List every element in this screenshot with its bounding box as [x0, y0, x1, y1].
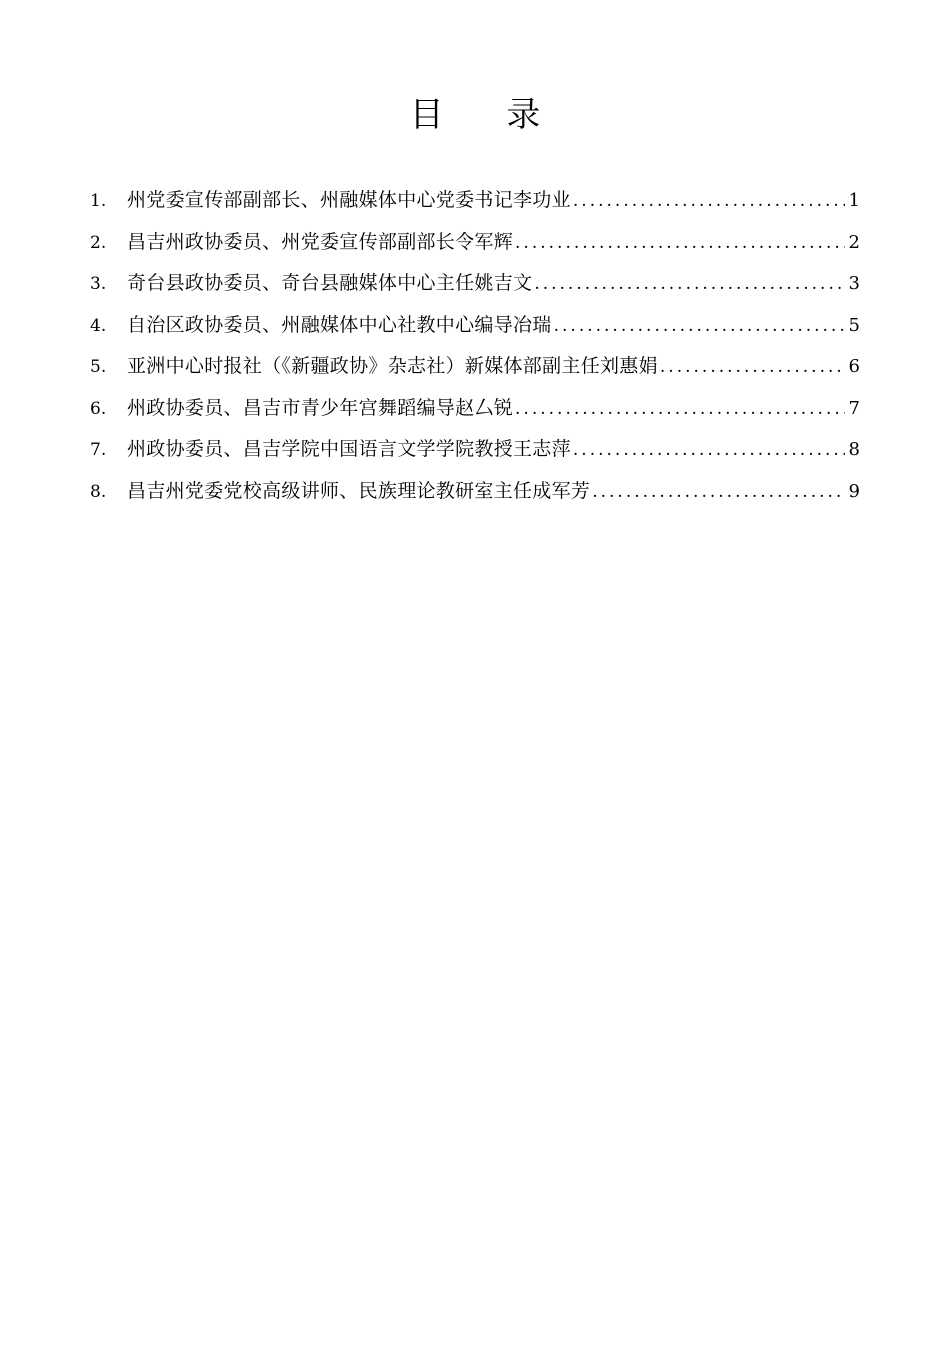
toc-entry-1[interactable] — [90, 180, 860, 222]
toc-entry-number: 1. — [90, 191, 107, 211]
table-of-contents — [90, 180, 860, 512]
dot-leader — [534, 264, 844, 306]
toc-entry-number: 8. — [90, 481, 107, 502]
toc-entry-title: 自治区政协委员、州融媒体中心社教中心编导冶瑞 — [127, 313, 552, 336]
toc-entry-8[interactable] — [90, 471, 860, 513]
toc-entry-title: 州政协委员、昌吉市青少年宫舞蹈编导赵厶锐 — [127, 396, 514, 419]
toc-entry-number: 4. — [90, 315, 107, 336]
toc-entry-5[interactable] — [90, 346, 860, 388]
toc-entry-page: 8 — [848, 439, 860, 460]
dot-leader — [515, 223, 845, 265]
toc-entry-page: 6 — [848, 356, 860, 377]
toc-entry-title: 州政协委员、昌吉学院中国语言文学学院教授王志萍 — [127, 438, 571, 460]
dot-leader — [554, 306, 845, 348]
toc-entry-6[interactable] — [90, 388, 860, 430]
dot-leader — [660, 347, 845, 389]
toc-entry-7[interactable] — [90, 429, 860, 471]
toc-entry-3[interactable] — [90, 263, 860, 305]
toc-entry-number: 7. — [90, 440, 107, 460]
toc-entry-4[interactable] — [90, 305, 860, 347]
toc-entry-title: 州党委宣传部副部长、州融媒体中心党委书记李功业 — [127, 189, 571, 211]
toc-entry-number: 3. — [90, 274, 107, 294]
toc-entry-title: 亚洲中心时报社（《新疆政协》杂志社）新媒体部副主任刘惠娟 — [127, 355, 658, 377]
toc-entry-title: 昌吉州政协委员、州党委宣传部副部长令军辉 — [127, 230, 514, 253]
toc-entry-page: 2 — [848, 231, 860, 253]
toc-entry-page: 3 — [848, 273, 860, 294]
dot-leader — [573, 430, 845, 472]
toc-entry-page: 1 — [848, 190, 860, 211]
toc-entry-page: 5 — [848, 314, 860, 336]
toc-entry-title: 奇台县政协委员、奇台县融媒体中心主任姚吉文 — [127, 272, 533, 294]
toc-entry-number: 6. — [90, 398, 107, 419]
page-title: 目 录 — [409, 95, 567, 135]
dot-leader — [515, 389, 845, 431]
dot-leader — [573, 181, 845, 223]
toc-entry-number: 2. — [90, 232, 107, 253]
toc-entry-title: 昌吉州党委党校高级讲师、民族理论教研室主任成军芳 — [127, 479, 591, 502]
toc-entry-number: 5. — [90, 357, 107, 377]
toc-entry-2[interactable] — [90, 222, 860, 264]
toc-entry-page: 7 — [848, 397, 860, 419]
toc-entry-page: 9 — [848, 480, 860, 502]
dot-leader — [592, 472, 844, 514]
